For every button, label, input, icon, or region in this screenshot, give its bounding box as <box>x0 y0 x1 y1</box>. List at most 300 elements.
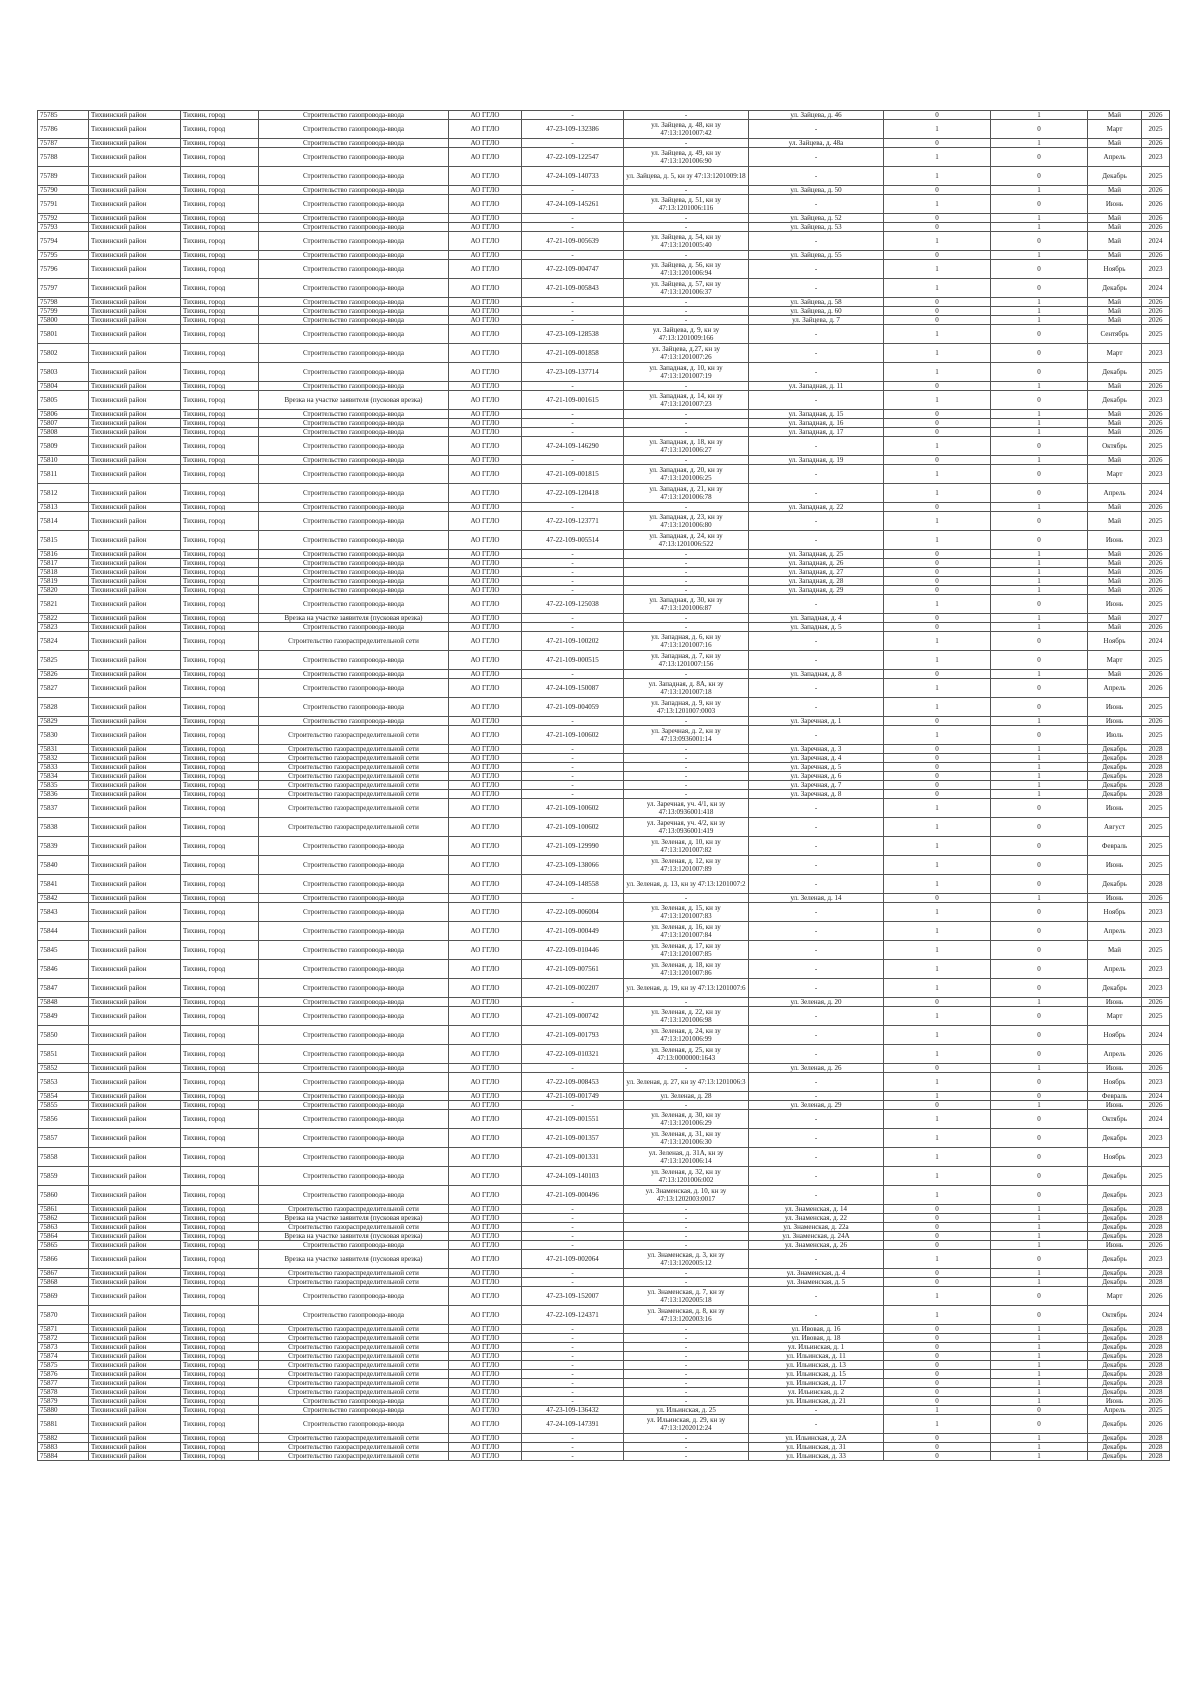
work-type-cell: Строительство газопровода-ввода <box>259 894 449 903</box>
flag-b-cell: 1 <box>991 456 1088 465</box>
flag-a-cell: 1 <box>884 632 991 651</box>
flag-a-cell: 1 <box>884 325 991 344</box>
row-id-cell: 75840 <box>38 856 89 875</box>
flag-b-cell: 0 <box>991 465 1088 484</box>
address-cell: - <box>749 1110 884 1129</box>
operator-cell: АО ГГЛО <box>449 790 522 799</box>
district-cell: Тихвинский район <box>89 298 181 307</box>
year-cell: 2026 <box>1142 1241 1170 1250</box>
address-cell: ул. Зайцева, д. 50 <box>749 186 884 195</box>
row-id-cell: 75880 <box>38 1406 89 1415</box>
operator-cell: АО ГГЛО <box>449 465 522 484</box>
cadastral-address-cell: - <box>624 1397 749 1406</box>
operator-cell: АО ГГЛО <box>449 717 522 726</box>
table-row <box>38 1205 1170 1214</box>
work-type-cell: Строительство газопровода-ввода <box>259 484 449 503</box>
month-cell: Декабрь <box>1088 1370 1142 1379</box>
cadastral-address-cell: ул. Западная, д. 10, кн зу 47:13:1201007:19 <box>624 363 749 382</box>
operator-cell: АО ГГЛО <box>449 232 522 251</box>
operator-cell: АО ГГЛО <box>449 214 522 223</box>
district-cell: Тихвинский район <box>89 651 181 670</box>
flag-a-cell: 1 <box>884 344 991 363</box>
table-row <box>38 111 1170 120</box>
address-cell: - <box>749 437 884 456</box>
application-number-cell: 47-21-109-001749 <box>522 1092 624 1101</box>
work-type-cell: Строительство газопровода-ввода <box>259 512 449 531</box>
month-cell: Декабрь <box>1088 279 1142 298</box>
settlement-cell: Тихвин, город <box>181 1306 259 1325</box>
flag-a-cell: 0 <box>884 550 991 559</box>
year-cell: 2028 <box>1142 1388 1170 1397</box>
work-type-cell: Строительство газопровода-ввода <box>259 875 449 894</box>
cadastral-address-cell: - <box>624 251 749 260</box>
flag-b-cell: 0 <box>991 531 1088 550</box>
table-row <box>38 1370 1170 1379</box>
district-cell: Тихвинский район <box>89 1406 181 1415</box>
address-cell: ул. Знаменская, д. 14 <box>749 1205 884 1214</box>
work-type-cell: Строительство газопровода-ввода <box>259 232 449 251</box>
table-row <box>38 781 1170 790</box>
address-cell: ул. Знаменская, д. 4 <box>749 1269 884 1278</box>
application-number-cell: 47-21-109-000515 <box>522 651 624 670</box>
year-cell: 2026 <box>1142 214 1170 223</box>
flag-a-cell: 1 <box>884 195 991 214</box>
operator-cell: АО ГГЛО <box>449 979 522 998</box>
row-id-cell: 75832 <box>38 754 89 763</box>
row-id-cell: 75820 <box>38 586 89 595</box>
table-row <box>38 922 1170 941</box>
flag-a-cell: 0 <box>884 1334 991 1343</box>
flag-b-cell: 1 <box>991 1452 1088 1461</box>
application-number-cell: - <box>522 1241 624 1250</box>
application-number-cell: 47-21-109-100602 <box>522 818 624 837</box>
flag-b-cell: 1 <box>991 717 1088 726</box>
flag-a-cell: 0 <box>884 307 991 316</box>
address-cell: - <box>749 1250 884 1269</box>
flag-a-cell: 1 <box>884 465 991 484</box>
settlement-cell: Тихвин, город <box>181 837 259 856</box>
settlement-cell: Тихвин, город <box>181 186 259 195</box>
flag-a-cell: 0 <box>884 772 991 781</box>
flag-b-cell: 1 <box>991 1361 1088 1370</box>
row-id-cell: 75876 <box>38 1370 89 1379</box>
flag-b-cell: 1 <box>991 1352 1088 1361</box>
application-number-cell: 47-21-109-005843 <box>522 279 624 298</box>
flag-a-cell: 1 <box>884 363 991 382</box>
table-row <box>38 960 1170 979</box>
application-number-cell: - <box>522 550 624 559</box>
operator-cell: АО ГГЛО <box>449 410 522 419</box>
address-cell: ул. Ильинская, д. 31 <box>749 1443 884 1452</box>
work-type-cell: Строительство газопровода-ввода <box>259 410 449 419</box>
settlement-cell: Тихвин, город <box>181 279 259 298</box>
flag-b-cell: 1 <box>991 772 1088 781</box>
month-cell: Ноябрь <box>1088 903 1142 922</box>
address-cell: ул. Западная, д. 17 <box>749 428 884 437</box>
work-type-cell: Строительство газораспределительной сети <box>259 1343 449 1352</box>
year-cell: 2026 <box>1142 139 1170 148</box>
cadastral-address-cell: ул. Зеленая, д. 22, кн зу 47:13:1201006:98 <box>624 1007 749 1026</box>
flag-b-cell: 1 <box>991 1205 1088 1214</box>
work-type-cell: Строительство газопровода-ввода <box>259 1064 449 1073</box>
flag-b-cell: 1 <box>991 1064 1088 1073</box>
table-row <box>38 875 1170 894</box>
settlement-cell: Тихвин, город <box>181 1223 259 1232</box>
settlement-cell: Тихвин, город <box>181 651 259 670</box>
operator-cell: АО ГГЛО <box>449 903 522 922</box>
month-cell: Декабрь <box>1088 391 1142 410</box>
district-cell: Тихвинский район <box>89 837 181 856</box>
table-row <box>38 1434 1170 1443</box>
district-cell: Тихвинский район <box>89 503 181 512</box>
month-cell: Ноябрь <box>1088 632 1142 651</box>
work-type-cell: Строительство газопровода-ввода <box>259 1110 449 1129</box>
month-cell: Май <box>1088 577 1142 586</box>
month-cell: Декабрь <box>1088 1415 1142 1434</box>
table-row <box>38 120 1170 139</box>
operator-cell: АО ГГЛО <box>449 837 522 856</box>
flag-b-cell: 0 <box>991 167 1088 186</box>
month-cell: Июнь <box>1088 1101 1142 1110</box>
year-cell: 2025 <box>1142 1406 1170 1415</box>
cadastral-address-cell: - <box>624 754 749 763</box>
month-cell: Март <box>1088 465 1142 484</box>
flag-b-cell: 1 <box>991 1370 1088 1379</box>
year-cell: 2028 <box>1142 1205 1170 1214</box>
row-id-cell: 75794 <box>38 232 89 251</box>
row-id-cell: 75789 <box>38 167 89 186</box>
cadastral-address-cell: - <box>624 1361 749 1370</box>
address-cell: ул. Зеленая, д. 29 <box>749 1101 884 1110</box>
settlement-cell: Тихвин, город <box>181 941 259 960</box>
district-cell: Тихвинский район <box>89 1110 181 1129</box>
flag-a-cell: 0 <box>884 1278 991 1287</box>
settlement-cell: Тихвин, город <box>181 698 259 717</box>
district-cell: Тихвинский район <box>89 1370 181 1379</box>
row-id-cell: 75817 <box>38 559 89 568</box>
flag-b-cell: 0 <box>991 960 1088 979</box>
settlement-cell: Тихвин, город <box>181 316 259 325</box>
application-number-cell: 47-22-109-006004 <box>522 903 624 922</box>
cadastral-address-cell: ул. Зеленая, д. 30, кн зу 47:13:1201006:29 <box>624 1110 749 1129</box>
flag-a-cell: 0 <box>884 790 991 799</box>
operator-cell: АО ГГЛО <box>449 167 522 186</box>
table-row <box>38 559 1170 568</box>
flag-a-cell: 0 <box>884 382 991 391</box>
district-cell: Тихвинский район <box>89 941 181 960</box>
year-cell: 2026 <box>1142 894 1170 903</box>
flag-b-cell: 0 <box>991 1306 1088 1325</box>
year-cell: 2025 <box>1142 856 1170 875</box>
year-cell: 2025 <box>1142 651 1170 670</box>
cadastral-address-cell: ул. Зеленая, д. 10, кн зу 47:13:1201007:82 <box>624 837 749 856</box>
operator-cell: АО ГГЛО <box>449 781 522 790</box>
month-cell: Июнь <box>1088 1064 1142 1073</box>
flag-b-cell: 1 <box>991 559 1088 568</box>
address-cell: - <box>749 1287 884 1306</box>
flag-a-cell: 0 <box>884 781 991 790</box>
month-cell: Декабрь <box>1088 1278 1142 1287</box>
operator-cell: АО ГГЛО <box>449 344 522 363</box>
flag-a-cell: 0 <box>884 1397 991 1406</box>
district-cell: Тихвинский район <box>89 894 181 903</box>
application-number-cell: - <box>522 586 624 595</box>
year-cell: 2028 <box>1142 754 1170 763</box>
cadastral-address-cell: - <box>624 1214 749 1223</box>
work-type-cell: Строительство газопровода-ввода <box>259 1092 449 1101</box>
work-type-cell: Врезка на участке заявителя (пусковая врезка) <box>259 614 449 623</box>
row-id-cell: 75813 <box>38 503 89 512</box>
application-number-cell: - <box>522 1278 624 1287</box>
cadastral-address-cell: ул. Зайцева, д. 56, кн зу 47:13:1201006:94 <box>624 260 749 279</box>
district-cell: Тихвинский район <box>89 148 181 167</box>
cadastral-address-cell: - <box>624 559 749 568</box>
settlement-cell: Тихвин, город <box>181 1250 259 1269</box>
work-type-cell: Строительство газопровода-ввода <box>259 1073 449 1092</box>
flag-b-cell: 0 <box>991 941 1088 960</box>
year-cell: 2024 <box>1142 1026 1170 1045</box>
cadastral-address-cell: - <box>624 1232 749 1241</box>
application-number-cell: - <box>522 298 624 307</box>
work-type-cell: Строительство газопровода-ввода <box>259 1045 449 1064</box>
work-type-cell: Строительство газопровода-ввода <box>259 586 449 595</box>
address-cell: - <box>749 922 884 941</box>
year-cell: 2026 <box>1142 1415 1170 1434</box>
row-id-cell: 75875 <box>38 1361 89 1370</box>
cadastral-address-cell: - <box>624 1269 749 1278</box>
flag-b-cell: 1 <box>991 1434 1088 1443</box>
address-cell: ул. Западная, д. 16 <box>749 419 884 428</box>
cadastral-address-cell: ул. Зеленая, д. 16, кн зу 47:13:1201007:84 <box>624 922 749 941</box>
work-type-cell: Строительство газораспределительной сети <box>259 799 449 818</box>
row-id-cell: 75805 <box>38 391 89 410</box>
table-row <box>38 428 1170 437</box>
year-cell: 2028 <box>1142 781 1170 790</box>
table-row <box>38 419 1170 428</box>
address-cell: - <box>749 391 884 410</box>
row-id-cell: 75874 <box>38 1352 89 1361</box>
application-number-cell: - <box>522 1379 624 1388</box>
district-cell: Тихвинский район <box>89 1223 181 1232</box>
operator-cell: АО ГГЛО <box>449 1278 522 1287</box>
district-cell: Тихвинский район <box>89 1415 181 1434</box>
address-cell: ул. Зайцева, д. 58 <box>749 298 884 307</box>
address-cell: - <box>749 512 884 531</box>
table-row <box>38 503 1170 512</box>
year-cell: 2024 <box>1142 1110 1170 1129</box>
work-type-cell: Строительство газопровода-ввода <box>259 456 449 465</box>
year-cell: 2023 <box>1142 1073 1170 1092</box>
month-cell: Май <box>1088 568 1142 577</box>
district-cell: Тихвинский район <box>89 186 181 195</box>
flag-a-cell: 0 <box>884 577 991 586</box>
year-cell: 2025 <box>1142 837 1170 856</box>
flag-a-cell: 0 <box>884 1352 991 1361</box>
row-id-cell: 75833 <box>38 763 89 772</box>
address-cell: ул. Западная, д. 28 <box>749 577 884 586</box>
settlement-cell: Тихвин, город <box>181 1129 259 1148</box>
table-row <box>38 1379 1170 1388</box>
table-row <box>38 344 1170 363</box>
flag-b-cell: 0 <box>991 279 1088 298</box>
settlement-cell: Тихвин, город <box>181 437 259 456</box>
month-cell: Май <box>1088 410 1142 419</box>
year-cell: 2026 <box>1142 1064 1170 1073</box>
flag-a-cell: 1 <box>884 1129 991 1148</box>
flag-a-cell: 1 <box>884 148 991 167</box>
month-cell: Декабрь <box>1088 1129 1142 1148</box>
settlement-cell: Тихвин, город <box>181 512 259 531</box>
application-number-cell: - <box>522 1452 624 1461</box>
application-number-cell: - <box>522 214 624 223</box>
settlement-cell: Тихвин, город <box>181 465 259 484</box>
operator-cell: АО ГГЛО <box>449 1026 522 1045</box>
work-type-cell: Строительство газопровода-ввода <box>259 1129 449 1148</box>
cadastral-address-cell: ул. Заречная, уч. 4/1, кн зу 47:13:0936001:418 <box>624 799 749 818</box>
operator-cell: АО ГГЛО <box>449 1388 522 1397</box>
row-id-cell: 75800 <box>38 316 89 325</box>
application-number-cell: 47-21-109-001793 <box>522 1026 624 1045</box>
cadastral-address-cell: ул. Зеленая, д. 28 <box>624 1092 749 1101</box>
work-type-cell: Строительство газопровода-ввода <box>259 186 449 195</box>
table-row <box>38 726 1170 745</box>
operator-cell: АО ГГЛО <box>449 1343 522 1352</box>
table-row <box>38 998 1170 1007</box>
year-cell: 2026 <box>1142 717 1170 726</box>
row-id-cell: 75795 <box>38 251 89 260</box>
row-id-cell: 75883 <box>38 1443 89 1452</box>
district-cell: Тихвинский район <box>89 1397 181 1406</box>
district-cell: Тихвинский район <box>89 577 181 586</box>
work-type-cell: Строительство газораспределительной сети <box>259 1379 449 1388</box>
work-type-cell: Строительство газораспределительной сети <box>259 1223 449 1232</box>
flag-a-cell: 1 <box>884 232 991 251</box>
district-cell: Тихвинский район <box>89 363 181 382</box>
cadastral-address-cell: ул. Западная, д. 30, кн зу 47:13:1201006:87 <box>624 595 749 614</box>
operator-cell: АО ГГЛО <box>449 1415 522 1434</box>
year-cell: 2026 <box>1142 586 1170 595</box>
operator-cell: АО ГГЛО <box>449 894 522 903</box>
table-row <box>38 856 1170 875</box>
flag-b-cell: 0 <box>991 726 1088 745</box>
work-type-cell: Строительство газопровода-ввода <box>259 1007 449 1026</box>
settlement-cell: Тихвин, город <box>181 799 259 818</box>
row-id-cell: 75790 <box>38 186 89 195</box>
year-cell: 2026 <box>1142 1045 1170 1064</box>
cadastral-address-cell: - <box>624 214 749 223</box>
cadastral-address-cell: ул. Западная, д. 21, кн зу 47:13:1201006:78 <box>624 484 749 503</box>
year-cell: 2026 <box>1142 456 1170 465</box>
operator-cell: АО ГГЛО <box>449 1306 522 1325</box>
work-type-cell: Строительство газораспределительной сети <box>259 1434 449 1443</box>
district-cell: Тихвинский район <box>89 1250 181 1269</box>
flag-a-cell: 1 <box>884 1007 991 1026</box>
application-number-cell: 47-21-109-129990 <box>522 837 624 856</box>
year-cell: 2025 <box>1142 437 1170 456</box>
month-cell: Май <box>1088 503 1142 512</box>
application-number-cell: - <box>522 763 624 772</box>
table-row <box>38 1101 1170 1110</box>
application-number-cell: - <box>522 503 624 512</box>
cadastral-address-cell: - <box>624 223 749 232</box>
month-cell: Май <box>1088 614 1142 623</box>
work-type-cell: Врезка на участке заявителя (пусковая врезка) <box>259 1214 449 1223</box>
month-cell: Декабрь <box>1088 1205 1142 1214</box>
row-id-cell: 75858 <box>38 1148 89 1167</box>
application-number-cell: 47-21-109-100602 <box>522 799 624 818</box>
operator-cell: АО ГГЛО <box>449 1397 522 1406</box>
settlement-cell: Тихвин, город <box>181 1434 259 1443</box>
flag-a-cell: 0 <box>884 1232 991 1241</box>
row-id-cell: 75801 <box>38 325 89 344</box>
flag-b-cell: 1 <box>991 894 1088 903</box>
flag-a-cell: 0 <box>884 456 991 465</box>
settlement-cell: Тихвин, город <box>181 363 259 382</box>
year-cell: 2026 <box>1142 503 1170 512</box>
operator-cell: АО ГГЛО <box>449 1101 522 1110</box>
flag-b-cell: 1 <box>991 1343 1088 1352</box>
month-cell: Июнь <box>1088 1397 1142 1406</box>
flag-a-cell: 0 <box>884 1101 991 1110</box>
cadastral-address-cell: ул. Ильинская, д. 25 <box>624 1406 749 1415</box>
application-number-cell: 47-24-109-140733 <box>522 167 624 186</box>
address-cell: ул. Заречная, д. 8 <box>749 790 884 799</box>
application-number-cell: 47-22-109-010446 <box>522 941 624 960</box>
district-cell: Тихвинский район <box>89 456 181 465</box>
row-id-cell: 75811 <box>38 465 89 484</box>
month-cell: Июнь <box>1088 1241 1142 1250</box>
flag-b-cell: 1 <box>991 1278 1088 1287</box>
month-cell: Апрель <box>1088 922 1142 941</box>
cadastral-address-cell: - <box>624 1434 749 1443</box>
table-row <box>38 1334 1170 1343</box>
operator-cell: АО ГГЛО <box>449 1434 522 1443</box>
year-cell: 2026 <box>1142 550 1170 559</box>
address-cell: ул. Зеленая, д. 14 <box>749 894 884 903</box>
cadastral-address-cell: - <box>624 586 749 595</box>
settlement-cell: Тихвин, город <box>181 586 259 595</box>
flag-b-cell: 0 <box>991 148 1088 167</box>
row-id-cell: 75822 <box>38 614 89 623</box>
district-cell: Тихвинский район <box>89 1352 181 1361</box>
settlement-cell: Тихвин, город <box>181 260 259 279</box>
district-cell: Тихвинский район <box>89 1343 181 1352</box>
flag-b-cell: 0 <box>991 1026 1088 1045</box>
address-cell: - <box>749 260 884 279</box>
address-cell: - <box>749 979 884 998</box>
year-cell: 2025 <box>1142 698 1170 717</box>
flag-b-cell: 1 <box>991 111 1088 120</box>
flag-a-cell: 0 <box>884 717 991 726</box>
table-row <box>38 1064 1170 1073</box>
address-cell: - <box>749 651 884 670</box>
settlement-cell: Тихвин, город <box>181 1007 259 1026</box>
year-cell: 2025 <box>1142 1167 1170 1186</box>
row-id-cell: 75882 <box>38 1434 89 1443</box>
settlement-cell: Тихвин, город <box>181 550 259 559</box>
application-number-cell: - <box>522 670 624 679</box>
flag-b-cell: 0 <box>991 799 1088 818</box>
month-cell: Ноябрь <box>1088 1026 1142 1045</box>
row-id-cell: 75786 <box>38 120 89 139</box>
work-type-cell: Строительство газопровода-ввода <box>259 1026 449 1045</box>
work-type-cell: Строительство газопровода-ввода <box>259 941 449 960</box>
row-id-cell: 75826 <box>38 670 89 679</box>
district-cell: Тихвинский район <box>89 726 181 745</box>
flag-b-cell: 0 <box>991 875 1088 894</box>
district-cell: Тихвинский район <box>89 120 181 139</box>
month-cell: Декабрь <box>1088 781 1142 790</box>
